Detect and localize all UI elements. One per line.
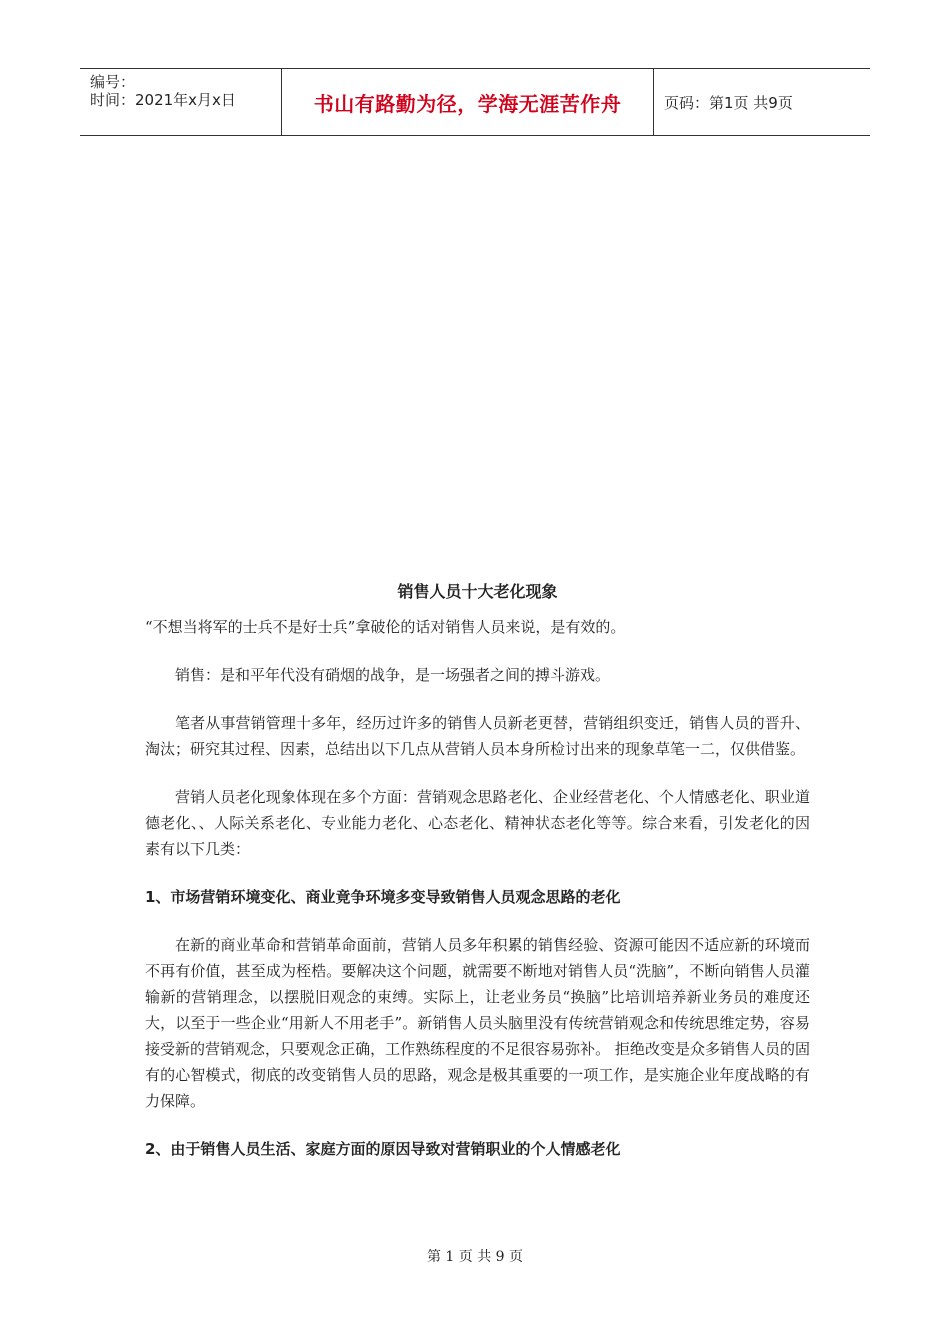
body-paragraph: 笔者从事营销管理十多年，经历过许多的销售人员新老更替，营销组织变迁，销售人员的晋升、淘汰；研究其过程、因素，总结出以下几点从营销人员本身所检讨出来的现象草笔一二，仅供借鉴。 xyxy=(145,714,810,758)
document-body xyxy=(145,572,810,1162)
document-title: 销售人员十大老化现象 xyxy=(397,582,558,601)
document-header xyxy=(80,68,870,136)
header-motto: 书山有路勤为径，学海无涯苦作舟 xyxy=(281,69,654,135)
page-footer: 第 1 页 共 9 页 xyxy=(426,1249,524,1265)
time-label: 时间：2021年x月x日 xyxy=(90,91,236,109)
intro-quote: “不想当将军的士兵不是好士兵”拿破伦的话对销售人员来说，是有效的。 xyxy=(145,618,626,636)
section-heading: 1、市场营销环境变化、商业竟争环境多变导致销售人员观念思路的老化 xyxy=(145,888,621,906)
body-paragraph: 营销人员老化现象体现在多个方面：营销观念思路老化、企业经营老化、个人情感老化、职业道德老化、、人际关系老化、专业能力老化、心态老化、精神状态老化等等。综合来看，引发老化的因素有以下几类： xyxy=(145,788,810,858)
body-paragraph: 销售：是和平年代没有硝烟的战争，是一场强者之间的搏斗游戏。 xyxy=(175,666,611,684)
number-label: 编号： xyxy=(90,73,136,91)
header-meta xyxy=(80,69,281,135)
body-paragraph: 在新的商业革命和营销革命面前，营销人员多年积累的销售经验、资源可能因不适应新的环境而不再有价值，甚至成为桎梏。要解决这个问题，就需要不断地对销售人员“洗脑”，不断向销售人员灌输新的营销理念，以摆脱旧观念的束缚。实际上，让老业务员“换脑”比培训培养新业务员的难度还大，以至于一些企业“用新人不用老手”。新销售人员头脑里没有传统营销观念和传统思维定势，容易接受新的营销观念，只要观念正确，工作熟练程度的不足很容易弥补。 拒绝改变是众多销售人员的固有的心智模式，彻底的改变销售人员的思路，观念是极其重要的一项工作，是实施企业年度战略的有力保障。 xyxy=(145,936,810,1110)
section-heading: 2、由于销售人员生活、家庭方面的原因导致对营销职业的个人情感老化 xyxy=(145,1140,621,1158)
header-page-info: 页码：第1页 共9页 xyxy=(664,93,793,112)
